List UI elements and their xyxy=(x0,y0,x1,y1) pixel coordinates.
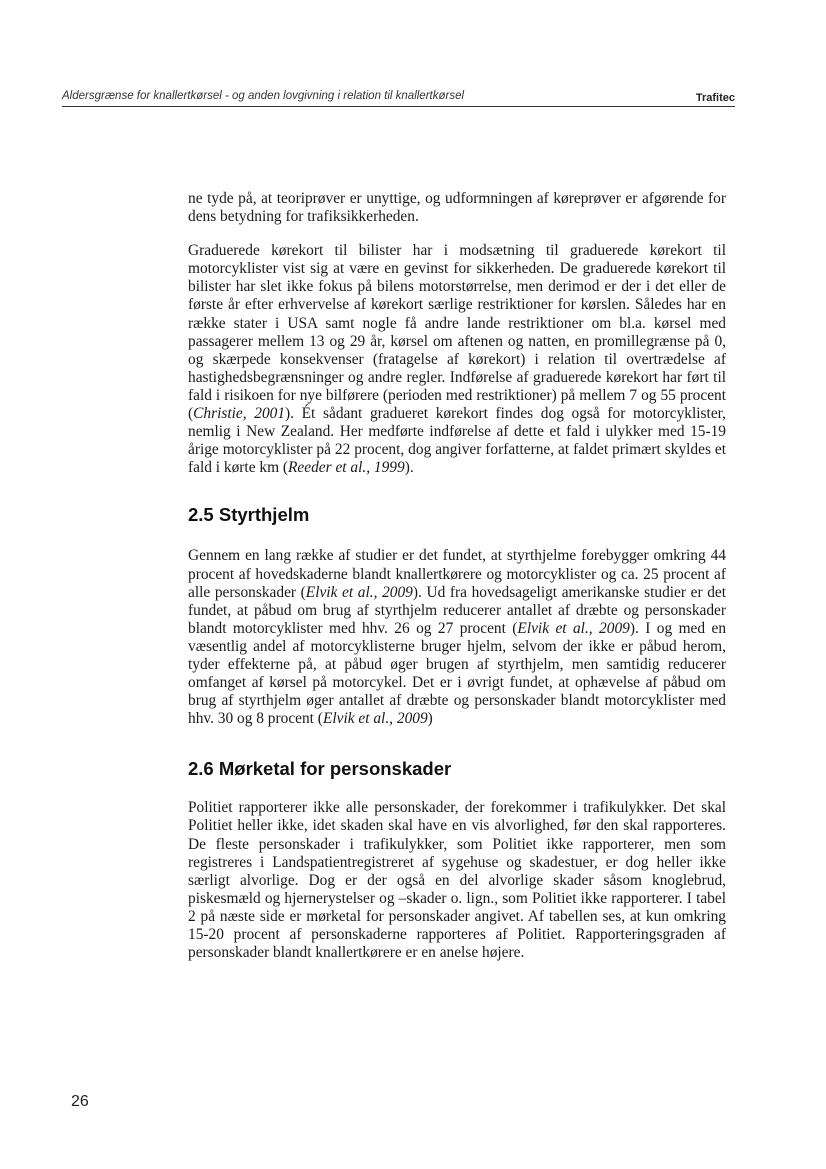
paragraph-moerketal xyxy=(188,799,726,962)
paragraph-teoriproever xyxy=(188,190,726,226)
citation: Reeder et al., 1999 xyxy=(288,459,405,477)
paragraph-text: ) xyxy=(427,710,433,728)
paragraph-text: ). Ét sådant gradueret kørekort findes dog også for motorcyklister, nemlig i New Zealand. Her medførte indførelse af dette et fald i ulykker med 15-19 årige motorcyklister på 22 procent, dog angiver forfatterne, at faldet primært skyldes et fald i kørte km ( xyxy=(188,405,727,477)
paragraph-graduerede-koerekort xyxy=(188,242,726,477)
paragraph-text: Gennem en lang række af studier er det fundet, at styrthjelme forebygger omkring 44 procent af hovedskaderne blandt knallertkørere og motorcyklister og ca. 25 procent af alle personskader ( xyxy=(188,547,726,601)
citation: Christie, 2001 xyxy=(193,405,286,423)
section-heading-styrthjelm: 2.5 Styrthjelm xyxy=(188,504,310,526)
paragraph-text: ne tyde på, at teoriprøver er unyttige, og udformningen af køreprøver er afgørende for dens betydning for trafiksikkerheden. xyxy=(188,190,726,226)
running-header-title: Aldersgrænse for knallertkørsel - og anden lovgivning i relation til knallertkørsel xyxy=(62,90,465,102)
paragraph-text: ). xyxy=(404,459,414,477)
page-number: 26 xyxy=(71,1093,89,1110)
citation: Elvik et al., 2009 xyxy=(305,583,413,601)
paragraph-text: ). Ud fra hovedsageligt amerikanske studier er det fundet, at påbud om brug af styrthjelm reducerer antallet af dræbte og personskader blandt motorcyklister med hhv. 26 og 27 procent ( xyxy=(188,583,727,637)
paragraph-text: Politiet rapporterer ikke alle personskader, der forekommer i trafikulykker. Det skal Politiet heller ikke, idet skaden skal have en vis alvorlighed, før den skal rapporteres. De fleste personskader i trafikulykker, som Politiet ikke rapporterer, men som registreres i Landspatientregistreret af sygehuse og skadestuer, er dog heller ikke særligt alvorlige. Dog er der også en del alvorlige skader såsom knoglebrud, piskesmæld og hjernerystelser og –skader o. lign., som Politiet ikke rapporterer. I tabel 2 på næste side er mørketal for personskader angivet. Af tabellen ses, at kun omkring 15-20 procent af personskaderne rapporteres af Politiet. Rapporteringsgraden af personskader blandt knallertkørere er en anelse højere. xyxy=(188,799,726,962)
section-heading-moerketal: 2.6 Mørketal for personskader xyxy=(188,758,452,780)
paragraph-text: ). I og med en væsentlig andel af motorcyklisterne bruger hjelm, selvom der ikke er påbud herom, tyder effekterne på, at påbud øger brugen af styrthjelm, men samtidig reducerer omfanget af kørsel på motorcykel. Det er i øvrigt fundet, at ophævelse af påbud om brug af styrthjelm øger antallet af dræbte og personskader blandt motorcyklister med hhv. 30 og 8 procent ( xyxy=(188,619,727,728)
running-header xyxy=(62,90,735,107)
paragraph-text: Graduerede kørekort til bilister har i modsætning til graduerede kørekort til motorcyklister vist sig at være en gevinst for sikkerheden. De graduerede kørekort til bilister har slet ikke fokus på bilens motorstørrelse, men derimod er der i det eller de første år efter erhvervelse af kørekort særlige restriktioner for kørslen. Således har en række stater i USA samt nogle få andre lande restriktioner om bl.a. kørsel med passagerer mellem 13 og 29 år, kørsel om aftenen og natten, en promillegrænse på 0, og skærpede konsekvenser (fratagelse af kørekort) i relation til overtrædelse af hastighedsbegrænsninger og andre regler. Indførelse af graduerede kørekort har ført til fald i risikoen for nye bilførere (perioden med restriktioner) på mellem 7 og 55 procent ( xyxy=(188,242,726,423)
citation: Elvik et al., 2009 xyxy=(322,710,428,728)
body-content xyxy=(188,190,726,962)
running-header-brand: Trafitec xyxy=(695,92,735,104)
citation: Elvik et al., 2009 xyxy=(517,619,630,637)
paragraph-styrthjelm xyxy=(188,547,726,728)
